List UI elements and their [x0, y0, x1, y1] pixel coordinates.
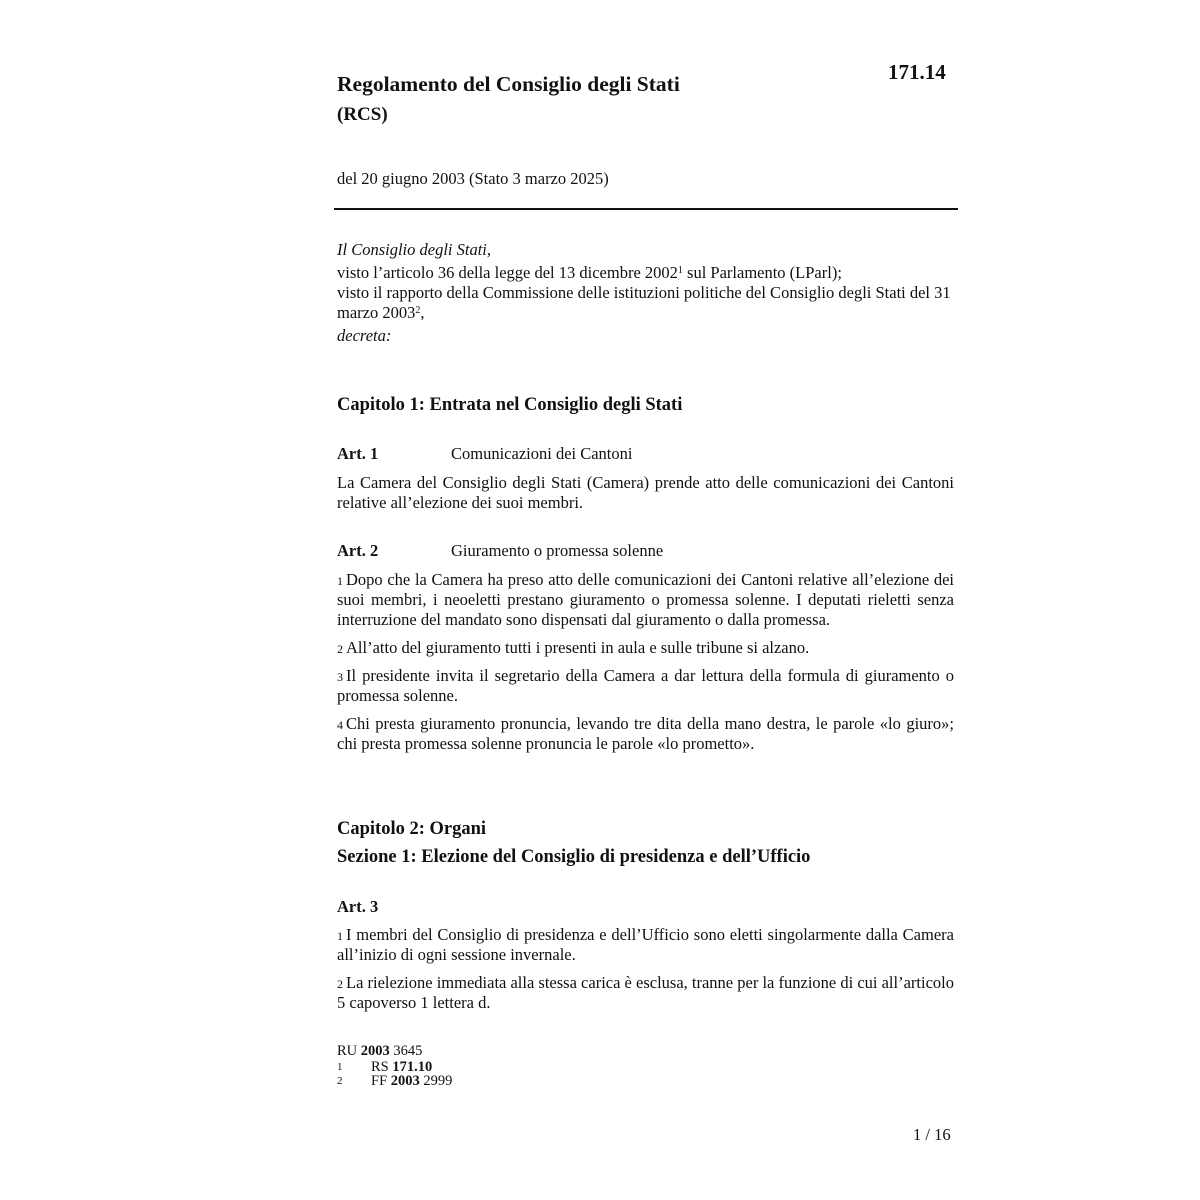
preamble — [337, 240, 954, 346]
article-2-paragraph-1: $^1$ Dopo che la Camera ha preso atto delle comunicazioni dei Cantoni relative all’elezione dei suoi membri, i neoeletti prestano giuramento o promessa solenne. I deputati rieletti senza interruzione del mandato sono dispensati dal giuramento o dalla promessa. — [337, 570, 954, 629]
preamble-line-2: visto il rapporto della Commissione delle istituzioni politiche del Consiglio degli Stati del 31 marzo 2003$^2$, — [337, 283, 951, 322]
page-number: 1 / 16 — [913, 1125, 951, 1144]
article-2-paragraph-2: $^2$ All’atto del giuramento tutti i presenti in aula e sulle tribune si alzano. — [337, 638, 810, 657]
official-collection-ref: RU 2003 3645 — [337, 1043, 423, 1059]
article-1-text: La Camera del Consiglio degli Stati (Camera) prende atto delle comunicazioni dei Cantoni relative all’elezione dei suoi membri. — [337, 473, 954, 512]
section-1-title: Sezione 1: Elezione del Consiglio di presidenza e dell’Ufficio — [337, 847, 811, 867]
chapter-2-title: Capitolo 2: Organi — [337, 819, 487, 839]
document-title: Regolamento del Consiglio degli Stati — [337, 72, 680, 96]
footnote-2: 2 FF 2003 2999 — [337, 1073, 453, 1089]
article-2-body — [337, 570, 954, 762]
footnote-1: 1 RS 171.10 — [337, 1059, 433, 1075]
article-2-number: Art. 2 — [337, 541, 379, 560]
article-1-body — [337, 473, 954, 521]
header-divider — [334, 208, 958, 210]
article-3-body — [337, 925, 954, 1021]
article-3-number: Art. 3 — [337, 897, 379, 916]
document-number: 171.14 — [888, 60, 946, 84]
article-3-paragraph-1: $^1$ I membri del Consiglio di presidenza e dell’Ufficio sono eletti singolarmente dalla Camera all’inizio di ogni sessione invernale. — [337, 925, 954, 964]
footnote-ref-1[interactable]: 1 — [677, 265, 683, 276]
preamble-decree: decreta: — [337, 326, 392, 345]
footnote-ref-2[interactable]: 2 — [415, 305, 421, 316]
footnotes — [337, 1043, 452, 1088]
article-2-paragraph-3: $^3$ Il presidente invita il segretario della Camera a dar lettura della formula di giuramento o promessa solenne. — [337, 666, 954, 705]
article-1-heading: Comunicazioni dei Cantoni — [451, 444, 633, 463]
article-2-paragraph-4: $^4$ Chi presta giuramento pronuncia, levando tre dita della mano destra, le parole «lo giuro»; chi presta promessa solenne pronuncia le parole «lo prometto». — [337, 714, 954, 753]
article-1-header — [337, 444, 954, 464]
article-2-heading: Giuramento o promessa solenne — [451, 541, 664, 560]
document-abbreviation: (RCS) — [337, 104, 388, 125]
preamble-issuer: Il Consiglio degli Stati, — [337, 240, 492, 259]
article-3-header — [337, 897, 954, 917]
article-2-header — [337, 541, 954, 561]
preamble-line-1: visto l’articolo 36 della legge del 13 dicembre 2002$^1$ sul Parlamento (LParl); — [337, 263, 842, 282]
article-1-number: Art. 1 — [337, 444, 379, 463]
article-3-paragraph-2: $^2$ La rielezione immediata alla stessa carica è esclusa, tranne per la funzione di cui all’articolo 5 capoverso 1 lettera d. — [337, 973, 954, 1012]
document-date: del 20 giugno 2003 (Stato 3 marzo 2025) — [337, 169, 609, 188]
chapter-1-title: Capitolo 1: Entrata nel Consiglio degli Stati — [337, 395, 683, 415]
